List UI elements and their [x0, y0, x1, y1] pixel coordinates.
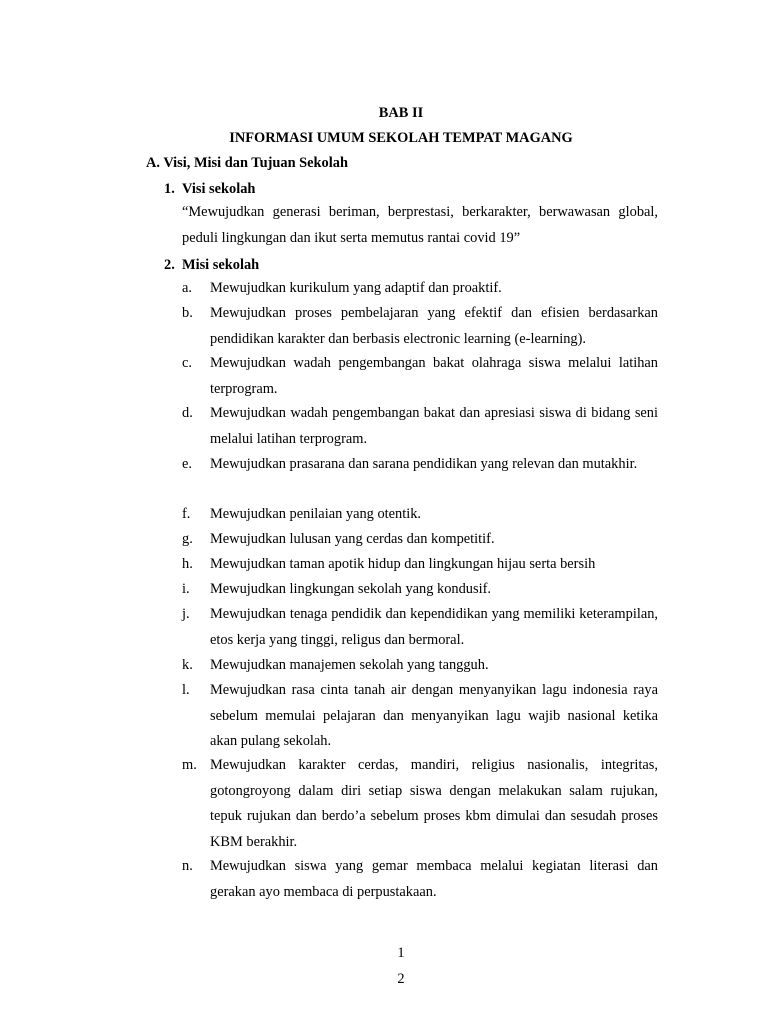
section-heading: A. Visi, Misi dan Tujuan Sekolah	[146, 155, 348, 171]
misi-item-label: g.	[182, 531, 193, 547]
misi-item-text: Mewujudkan siswa yang gemar membaca melalui kegiatan literasi dan gerakan ayo membaca di perpustakaan.	[210, 858, 658, 900]
misi-item-label: c.	[182, 355, 192, 371]
misi-item-text: Mewujudkan wadah pengembangan bakat dan apresiasi siswa di bidang seni melalui latihan terprogram.	[210, 405, 658, 447]
misi-item-label: d.	[182, 405, 193, 421]
misi-item-text: Mewujudkan lingkungan sekolah yang kondusif.	[210, 581, 491, 597]
misi-item-text: Mewujudkan tenaga pendidik dan kependidikan yang memiliki keterampilan, etos kerja yang tinggi, religus dan bermoral.	[210, 606, 658, 648]
misi-item-text: Mewujudkan proses pembelajaran yang efektif dan efisien berdasarkan pendidikan karakter dan berbasis electronic learning (e-learning).	[210, 305, 658, 347]
misi-item-label: e.	[182, 456, 192, 472]
misi-heading: Misi sekolah	[182, 257, 260, 273]
misi-item-label: a.	[182, 280, 192, 296]
misi-item-text: Mewujudkan wadah pengembangan bakat olahraga siswa melalui latihan terprogram.	[210, 355, 658, 397]
misi-item-text: Mewujudkan prasarana dan sarana pendidikan yang relevan dan mutakhir.	[210, 456, 638, 472]
misi-item-label: j.	[182, 606, 190, 622]
visi-heading: Visi sekolah	[182, 181, 256, 197]
misi-item-label: k.	[182, 657, 193, 673]
misi-number: 2.	[164, 257, 175, 273]
chapter-title: INFORMASI UMUM SEKOLAH TEMPAT MAGANG	[229, 130, 573, 146]
misi-item-label: n.	[182, 858, 193, 874]
misi-item-label: m.	[182, 757, 197, 773]
misi-item-label: h.	[182, 556, 193, 572]
page-number: 1	[397, 945, 405, 961]
visi-text: “Mewujudkan generasi beriman, berprestasi, berkarakter, berwawasan global, peduli lingkungan dan ikut serta memutus rantai covid 19”	[182, 204, 658, 246]
misi-item-label: l.	[182, 682, 190, 698]
misi-item-text: Mewujudkan manajemen sekolah yang tangguh.	[210, 657, 489, 673]
misi-item-text: Mewujudkan lulusan yang cerdas dan kompetitif.	[210, 531, 495, 547]
misi-item-text: Mewujudkan taman apotik hidup dan lingkungan hijau serta bersih	[210, 556, 596, 572]
visi-number: 1.	[164, 181, 175, 197]
misi-item-label: f.	[182, 506, 191, 522]
misi-item-text: Mewujudkan rasa cinta tanah air dengan menyanyikan lagu indonesia raya sebelum memulai pelajaran dan menyanyikan lagu wajib nasional ketika akan pulang sekolah.	[210, 682, 658, 749]
misi-item-text: Mewujudkan penilaian yang otentik.	[210, 506, 422, 522]
page-number-continued: 2	[397, 971, 405, 987]
chapter-label: BAB II	[378, 105, 424, 121]
misi-item-label: i.	[182, 581, 190, 597]
misi-item-label: b.	[182, 305, 193, 321]
misi-item-text: Mewujudkan kurikulum yang adaptif dan proaktif.	[210, 280, 502, 296]
misi-item-text: Mewujudkan karakter cerdas, mandiri, religius nasionalis, integritas, gotongroyong dalam diri setiap siswa dengan melakukan salam rujukan, tepuk rujukan dan berdo’a sebelum proses kbm dimulai dan sesudah proses KBM berakhir.	[210, 757, 658, 850]
